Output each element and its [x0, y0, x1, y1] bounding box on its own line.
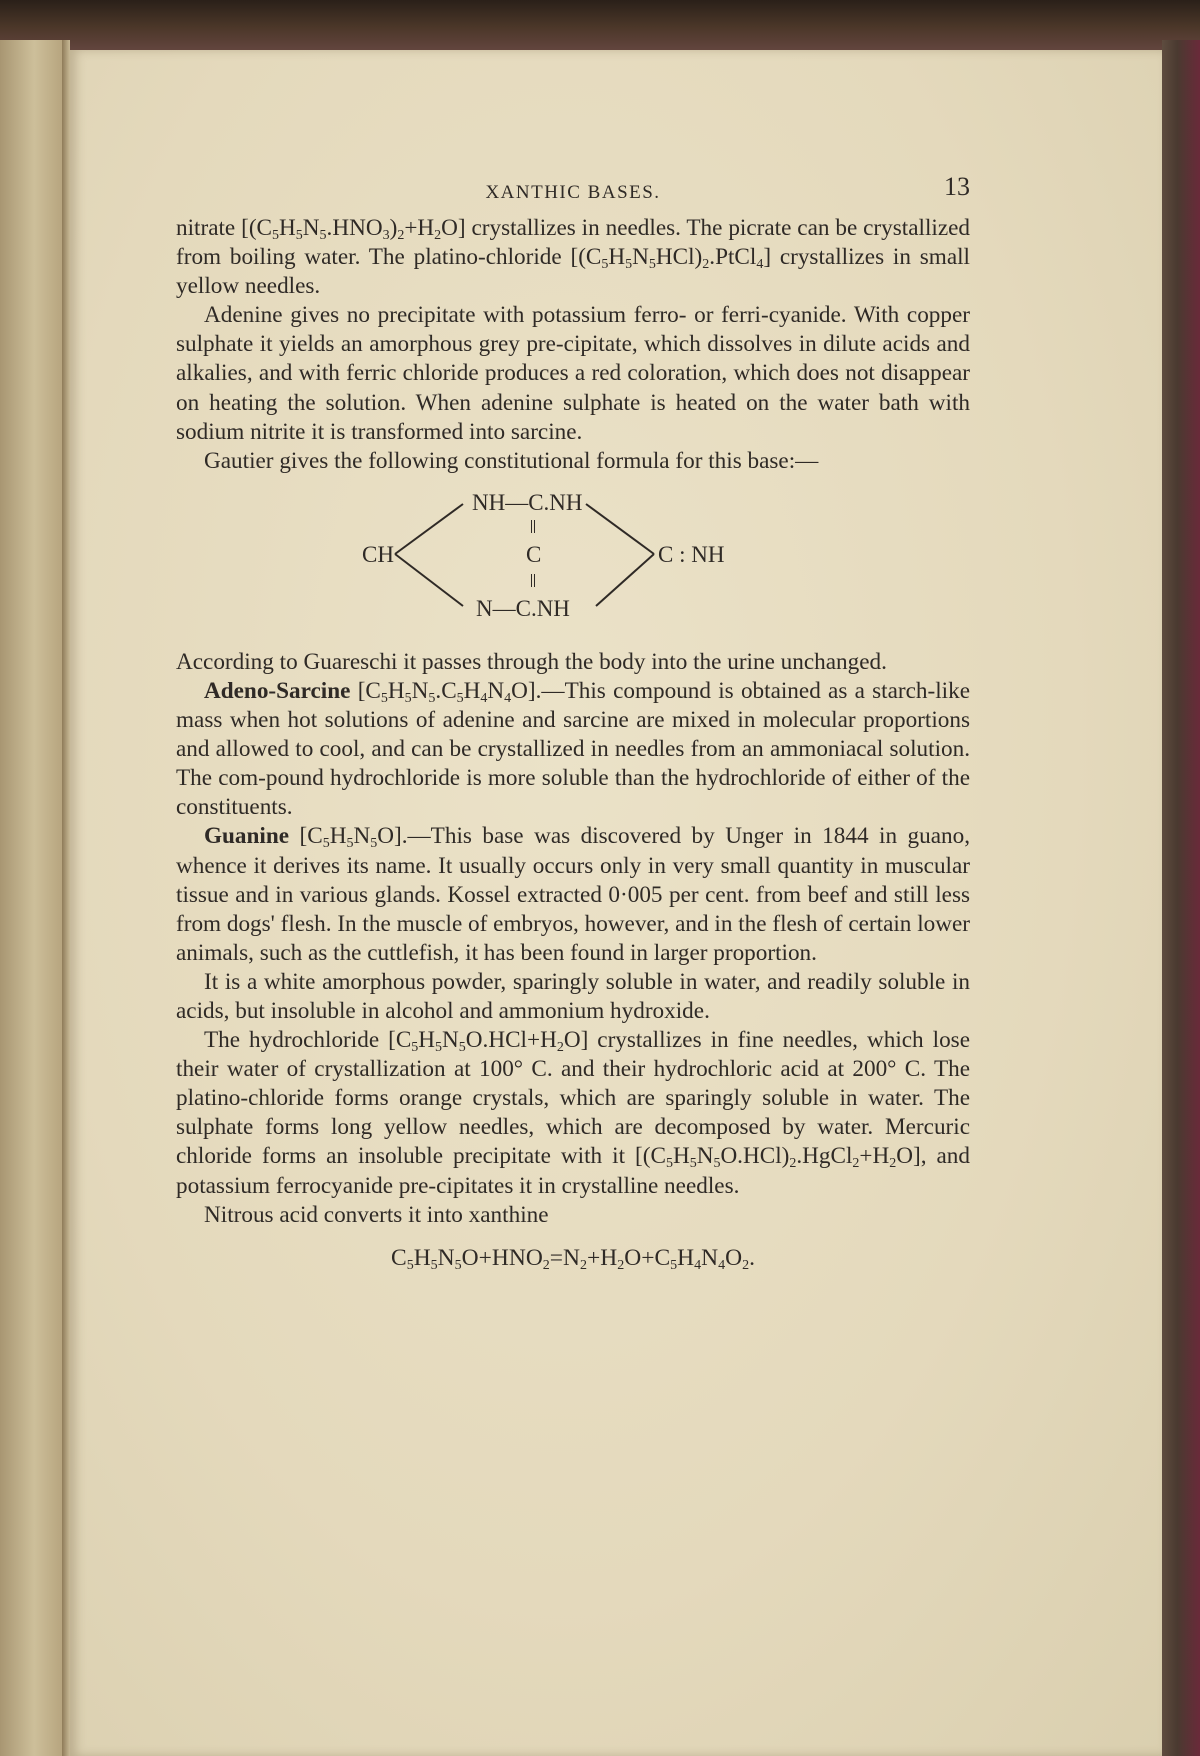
facing-page-edge [0, 40, 62, 1756]
paragraph-guanine-properties: It is a white amorphous powder, sparingly soluble in water, and readily soluble in acids, but insoluble in alcohol and ammonium hydroxide. [176, 968, 970, 1024]
formula-center: C [526, 541, 542, 567]
running-head-title: XANTHIC BASES. [485, 182, 661, 203]
formula-top: NH—C.NH [472, 489, 583, 515]
paragraph-hydrochloride: The hydrochloride $[C_5H_5N_5O.HCl+H_2O]$ crystallizes in fine needles, which lose their water of crystallization at 100° C. and their hydrochloric acid at 200° C. The platino-chloride forms orange crystals, which are sparingly soluble in water. The sulphate forms long yellow needles, which are decomposed by water. Mercuric chloride forms an insoluble precipitate with it $[(C_5H_5N_5O.HCl)_2.HgCl_2+H_2O]$, and potassium ferrocyanide pre-cipitates it in crystalline needles. [176, 1027, 970, 1199]
paragraph-guanine: Guanine $[C_5H_5N_5O].—This$ base was discovered by Unger in 1844 in guano, whence it derives its name. It usually occurs only in very small quantity in muscular tissue and in various glands. Kossel extracted 0·005 per cent. from beef and still less from dogs' flesh. In the muscle of embryos, however, and in the flesh of certain lower animals, such as the cuttlefish, it has been found in larger proportion. [176, 823, 970, 966]
bond-lower-right [596, 554, 654, 606]
page-text-block [176, 168, 970, 1273]
bond-upper-right [586, 504, 654, 554]
bond-lower-left [395, 554, 463, 606]
paragraph-nitrate: nitrate $[(C_5H_5N_5.HNO_3)_2+H_2O]$ crystallizes in needles. The picrate can be crystallized from boiling water. The platino-chloride $[(C_5H_5N_5HCl)_2.PtCl_4]$ crystallizes in small yellow needles. [176, 215, 971, 300]
paragraph-adenine-reactions: Adenine gives no precipitate with potassium ferro- or ferri-cyanide. With copper sulphate it yields an amorphous grey pre-cipitate, which dissolves in dilute acids and alkalies, and with ferric chloride produces a red coloration, which does not disappear on heating the solution. When adenine sulphate is heated on the water bath with sodium nitrite it is transformed into sarcine. [176, 302, 970, 445]
page-number: 13 [944, 172, 970, 201]
running-head [176, 168, 970, 208]
reaction-equation: $C_5H_5N_5O+HNO_2=N_2+H_2O+C_5H_4N_4O_2$. [391, 1244, 755, 1273]
double-bond-lower [531, 574, 535, 587]
double-bond-upper [531, 520, 535, 533]
paragraph-guareschi: According to Guareschi it passes through the body into the urine unchanged. [176, 648, 887, 675]
formula-bottom: N—C.NH [476, 595, 570, 621]
gutter-shadow [62, 40, 70, 1756]
formula-left: CH [362, 541, 394, 567]
book-cover-edge [1162, 40, 1200, 1756]
term-guanine: Guanine [204, 823, 290, 850]
term-adeno-sarcine: Adeno-Sarcine [204, 677, 351, 704]
paragraph-adeno-sarcine: Adeno-Sarcine $[C_5H_5N_5.C_5H_4N_4O].—This$ compound is obtained as a starch-like mass when hot solutions of adenine and sarcine are mixed in molecular proportions and allowed to cool, and can be crystallized in needles from an ammoniacal solution. The com-pound hydrochloride is more soluble than the hydrochloride of either of the constituents. [176, 677, 971, 821]
paragraph-nitrous-acid: Nitrous acid converts it into xanthine [204, 1201, 549, 1228]
bond-upper-left [395, 504, 463, 554]
structural-formula [176, 478, 970, 642]
book-page [70, 50, 1162, 1756]
paragraph-gautier: Gautier gives the following constitutional formula for this base:— [204, 447, 819, 474]
formula-right: C : NH [658, 541, 725, 567]
